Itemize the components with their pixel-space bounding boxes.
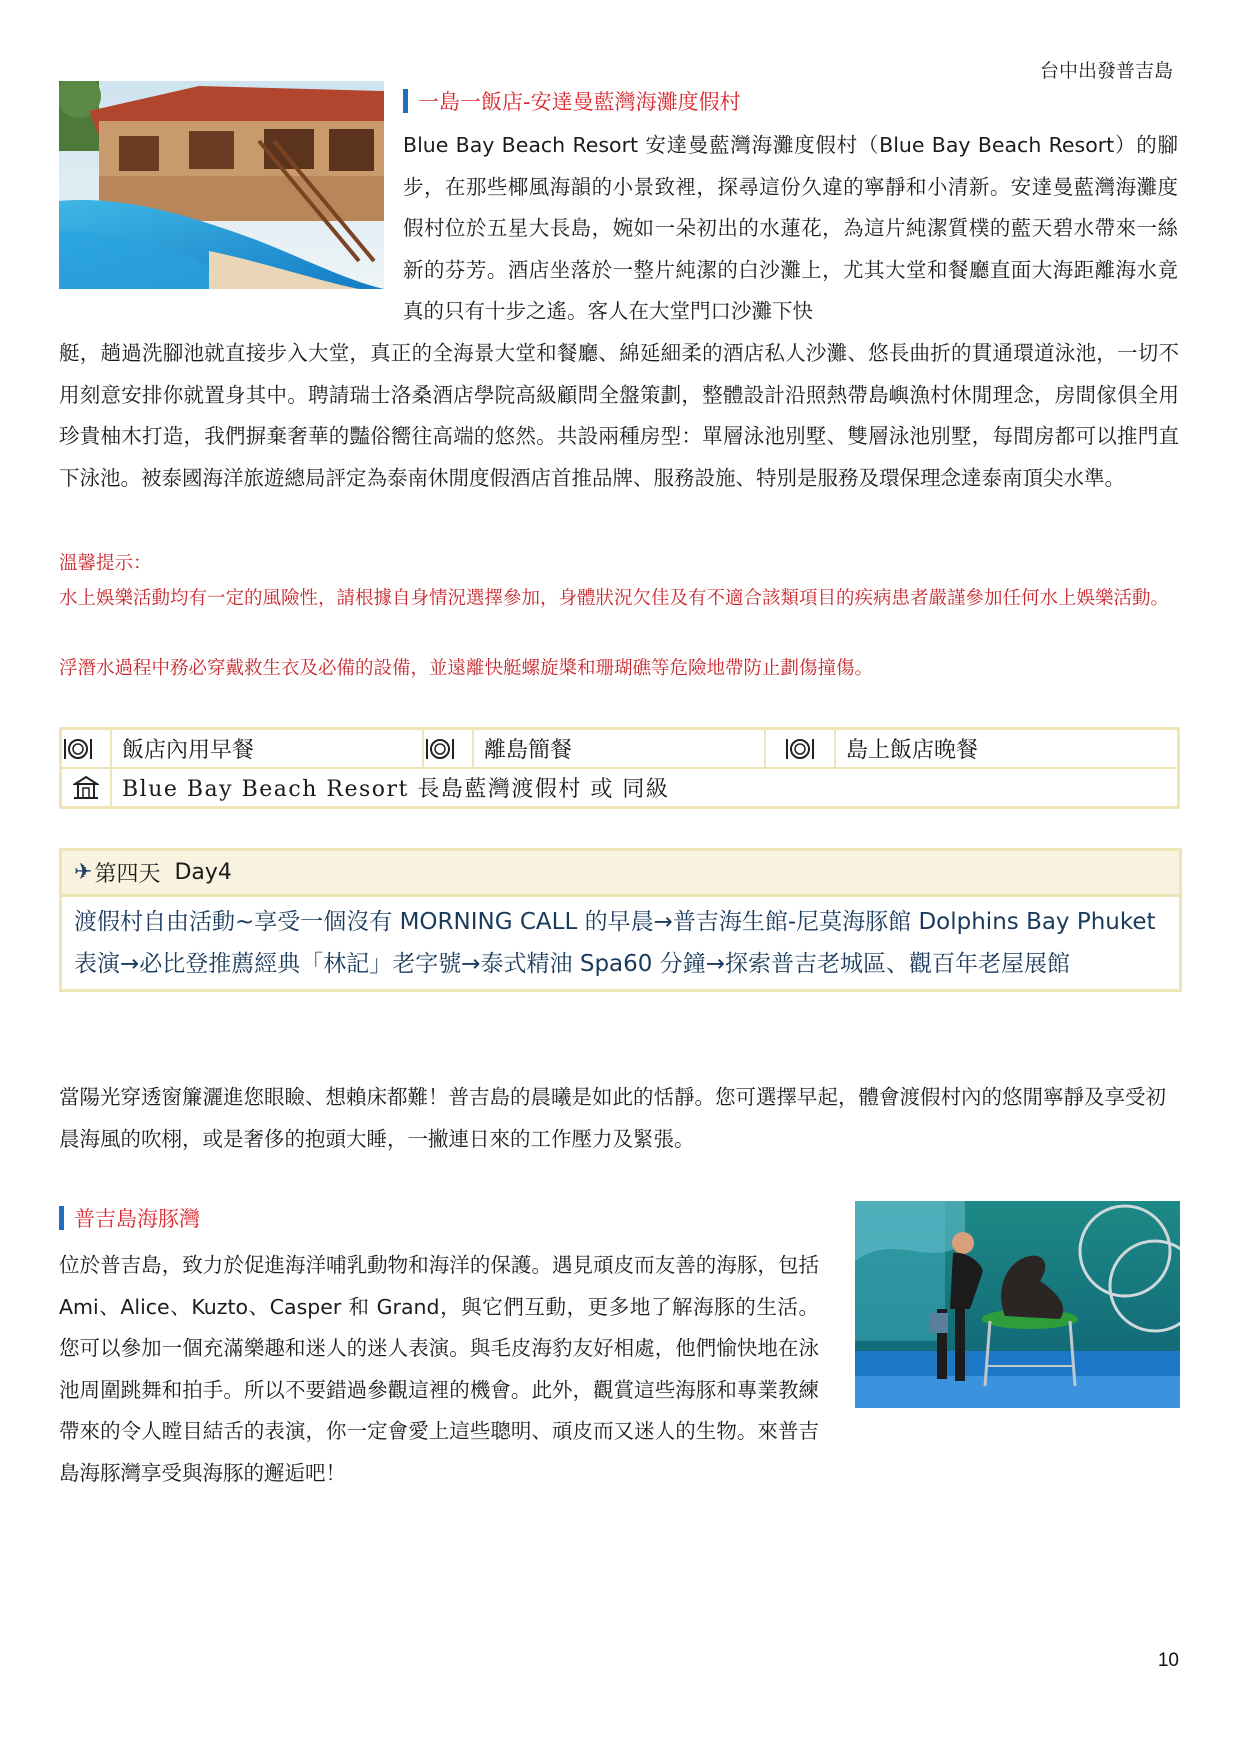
breakfast-icon — [61, 729, 112, 769]
lunch-icon — [423, 729, 473, 769]
dolphin-title-text: 普吉島海豚灣 — [74, 1207, 200, 1231]
resort-section-title — [403, 86, 741, 116]
heading-accent-bar — [403, 89, 408, 113]
lunch-text: 離島簡餐 — [473, 729, 765, 769]
day-header — [62, 851, 1179, 897]
hotel-row — [61, 768, 1179, 808]
header-route: 台中出發普吉島 — [1039, 60, 1173, 82]
heading-accent-bar — [59, 1206, 64, 1230]
morning-description: 當陽光穿透窗簾灑進您眼瞼、想賴床都難！普吉島的晨曦是如此的恬靜。您可選擇早起，體會渡假村內的悠閒寧靜及享受初晨海風的吹栩，或是奢侈的抱頭大睡，一撇連日來的工作壓力及緊張。 — [59, 1085, 1166, 1151]
day-label-zh: 第四天 — [94, 862, 161, 887]
airplane-icon: ✈ — [74, 860, 93, 885]
breakfast-text: 飯店內用早餐 — [111, 729, 423, 769]
resort-title-text: 一島一飯店-安達曼藍灣海灘度假村 — [418, 90, 741, 114]
notice-label: 溫馨提示： — [59, 553, 152, 574]
resort-description-wrapped: Blue Bay Beach Resort 安達曼藍灣海灘度假村（Blue Bay Beach Resort）的腳步，在那些椰風海韻的小景致裡，探尋這份久違的寧靜和小清新。安達曼藍灣海灘度假村位於五星大長島，婉如一朵初出的水蓮花，為這片純潔質樸的藍天碧水帶來一絲新的芬芳。酒店坐落於一整片純潔的白沙灘上，尤其大堂和餐廳直面大海距離海水竟真的只有十步之遙。客人在大堂門口沙灘下快 — [403, 133, 1178, 323]
dolphin-description: 位於普吉島，致力於促進海洋哺乳動物和海洋的保護。遇見頑皮而友善的海豚，包括 Ami、Alice、Kuzto、Casper 和 Grand，與它們互動，更多地了解海豚的生活。您可以參加一個充滿樂趣和迷人的迷人表演。與毛皮海豹友好相處，他們愉快地在泳池周圍跳舞和拍手。所以不要錯過參觀這裡的機會。此外，觀賞這些海豚和專業教練帶來的令人瞠目結舌的表演，你一定會愛上這些聰明、頑皮而又迷人的生物。來普吉島海豚灣享受與海豚的邂逅吧！ — [59, 1253, 819, 1485]
resort-photo — [59, 81, 384, 289]
dinner-icon — [765, 729, 835, 769]
day-itinerary-box — [59, 848, 1182, 992]
hotel-icon — [61, 768, 112, 808]
meal-hotel-table — [59, 727, 1180, 809]
day-itinerary-text: 渡假村自由活動~享受一個沒有 MORNING CALL 的早晨→普吉海生館-尼莫海豚館 Dolphins Bay Phuket 表演→必比登推薦經典「林記」老字號→泰式精油 Spa60 分鐘→探索普吉老城區、觀百年老屋展館 — [74, 909, 1156, 977]
dolphin-show-photo — [855, 1201, 1180, 1408]
meals-row — [61, 729, 1179, 769]
dinner-text: 島上飯店晚餐 — [835, 729, 1179, 769]
page-number: 10 — [1157, 1650, 1179, 1671]
notice-line-2: 浮潛水過程中務必穿戴救生衣及必備的設備，並遠離快艇螺旋槳和珊瑚礁等危險地帶防止劃傷撞傷。 — [59, 658, 874, 679]
dolphin-section-title — [59, 1203, 200, 1233]
hotel-text: Blue Bay Beach Resort 長島藍灣渡假村 或 同級 — [111, 768, 1179, 808]
notice-line-1: 水上娛樂活動均有一定的風險性，請根據自身情況選擇參加，身體狀況欠佳及有不適合該類項目的疾病患者嚴謹參加任何水上娛樂活動。 — [59, 588, 1170, 609]
day-label-en: Day4 — [174, 860, 232, 885]
resort-description-full: 艇，趟過洗腳池就直接步入大堂，真正的全海景大堂和餐廳、綿延細柔的酒店私人沙灘、悠長曲折的貫通環道泳池，一切不用刻意安排你就置身其中。聘請瑞士洛桑酒店學院高級顧問全盤策劃，整體設計沿照熱帶島嶼漁村休閒理念，房間傢俱全用珍貴柚木打造，我們摒棄奢華的豔俗嚮往高端的悠然。共設兩種房型：單層泳池別墅、雙層泳池別墅，每間房都可以推門直下泳池。被泰國海洋旅遊總局評定為泰南休閒度假酒店首推品牌、服務設施、特別是服務及環保理念達泰南頂尖水準。 — [59, 341, 1179, 490]
